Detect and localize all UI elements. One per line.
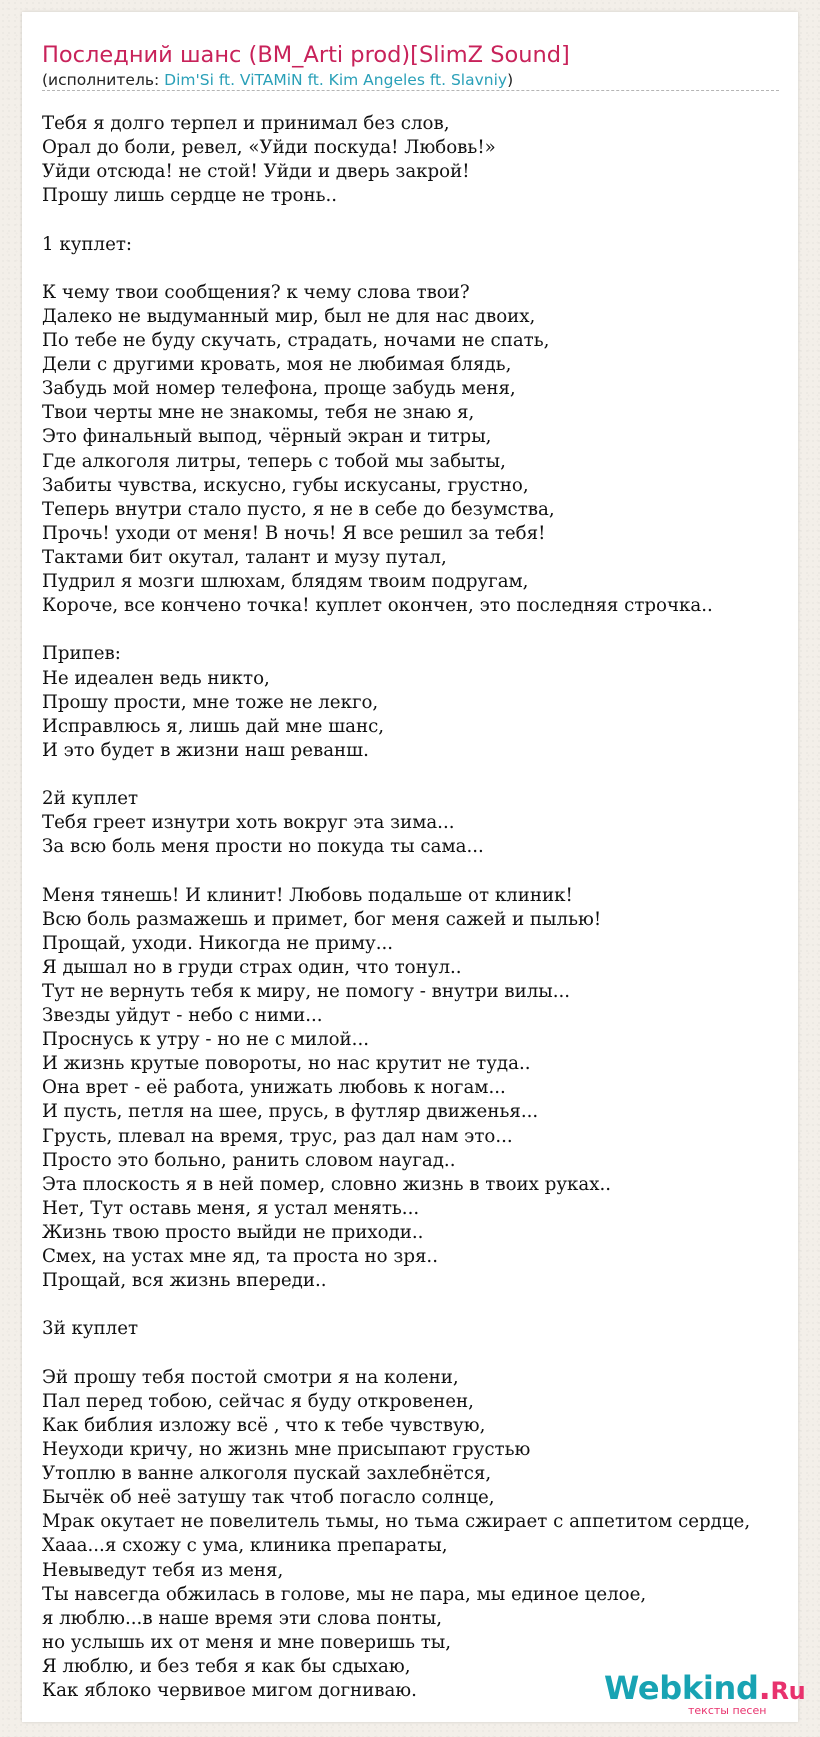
lyric-line: Я люблю, и без тебя я как бы сдыхаю, — [42, 1656, 411, 1677]
lyric-line: но услышь их от меня и мне поверишь ты, — [42, 1631, 452, 1653]
lyric-line — [42, 859, 750, 883]
lyric-line: Не идеален ведь никто, — [42, 667, 270, 689]
lyric-line: Невыведут тебя из меня, — [42, 1559, 284, 1581]
lyric-line: Я дышал но в груди страх один, что тонул.. — [42, 956, 462, 978]
lyric-line — [42, 1342, 750, 1366]
logo-tagline: тексты песен — [688, 1704, 767, 1717]
lyric-line: Звезды уйдут - небо с ними... — [42, 1005, 323, 1027]
lyric-line: Прочь! уходи от меня! В ночь! Я все решил за тебя! — [42, 522, 546, 544]
lyric-line: По тебе не буду скучать, страдать, ночами не спать, — [42, 329, 550, 351]
lyric-line: Жизнь твою просто выйди не приходи.. — [42, 1222, 424, 1244]
lyric-line: Прощай, уходи. Никогда не приму... — [42, 932, 394, 954]
lyric-line: Тут не вернуть тебя к миру, не помогу - внутри вилы... — [42, 980, 571, 1002]
lyric-line: Пал перед тобою, сейчас я буду откровенен, — [42, 1390, 474, 1412]
lyric-line: К чему твои сообщения? к чему слова твои? — [42, 281, 470, 303]
lyric-line: я люблю...в наше время эти слова понты, — [42, 1607, 443, 1629]
lyric-line: Она врет - её работа, унижать любовь к ногам... — [42, 1077, 506, 1099]
song-title: Последний шанс (BM_Arti prod)[SlimZ Sound] — [42, 42, 570, 68]
artist-line — [42, 70, 513, 90]
lyric-line: Твои черты мне не знакомы, тебя не знаю я, — [42, 402, 475, 424]
lyric-line: Дели с другими кровать, моя не любимая блядь, — [42, 354, 512, 376]
lyric-line — [42, 208, 750, 232]
artist-prefix: (исполнитель: — [42, 71, 165, 89]
logo-tld: Ru — [770, 1677, 806, 1705]
lyrics-text — [42, 112, 750, 1703]
lyric-line: 1 куплет: — [42, 233, 133, 255]
lyric-line: Эй прошу тебя постой смотри я на колени, — [42, 1366, 459, 1388]
lyric-line — [42, 618, 750, 642]
lyric-line: Мрак окутает не повелитель тьмы, но тьма сжирает с аппетитом сердце, — [42, 1511, 751, 1533]
lyric-line: Грусть, плевал на время, трус, раз дал нам это... — [42, 1125, 513, 1147]
lyric-line: И жизнь крутые повороты, но нас крутит не туда.. — [42, 1053, 531, 1075]
lyric-line: Тебя я долго терпел и принимал без слов, — [42, 113, 450, 134]
lyric-line: Как библия изложу всё , что к тебе чувствую, — [42, 1414, 486, 1436]
lyric-line: Далеко не выдуманный мир, был не для нас двоих, — [42, 305, 536, 327]
lyric-line: И пусть, петля на шее, прусь, в футляр движенья... — [42, 1101, 539, 1123]
lyric-line: Смех, на устах мне яд, та проста но зря.. — [42, 1246, 438, 1268]
lyric-line: 2й куплет — [42, 788, 139, 810]
artist-suffix: ) — [507, 71, 514, 89]
lyric-line: Теперь внутри стало пусто, я не в себе до безумства, — [42, 498, 555, 520]
lyrics-card — [22, 12, 806, 1722]
lyric-line: Всю боль размажешь и примет, бог меня сажей и пылью! — [42, 908, 602, 930]
artist-link[interactable]: Dim'Si ft. ViTAMiN ft. Kim Angeles ft. Slavniy — [164, 71, 508, 89]
lyric-line — [42, 257, 750, 281]
lyric-line: Тебя греет изнутри хоть вокруг эта зима... — [42, 812, 455, 834]
lyric-line: Исправлюсь я, лишь дай мне шанс, — [42, 715, 385, 737]
logo-name: Webkind — [604, 1669, 759, 1707]
logo-dot: . — [758, 1669, 771, 1707]
lyric-line: Тактами бит окутал, талант и музу путал, — [42, 546, 447, 568]
lyric-line: Нет, Тут оставь меня, я устал менять... — [42, 1197, 420, 1219]
lyric-line: Прощай, вся жизнь впереди.. — [42, 1270, 327, 1292]
dashed-divider — [42, 90, 779, 91]
lyric-line: Припев: — [42, 643, 121, 665]
lyric-line — [42, 1293, 750, 1317]
lyric-line: Хааа...я схожу с ума, клиника препараты, — [42, 1535, 448, 1557]
lyric-line: Просто это больно, ранить словом наугад.. — [42, 1149, 456, 1171]
lyric-line: Короче, все кончено точка! куплет окончен, это последняя строчка.. — [42, 595, 713, 617]
lyric-line: Орал до боли, ревел, «Уйди поскуда! Любовь!» — [42, 137, 496, 159]
lyric-line: Бычёк об неё затушу так чтоб погасло солнце, — [42, 1487, 495, 1509]
lyric-line: Ты навсегда обжилась в голове, мы не пара, мы единое целое, — [42, 1583, 647, 1605]
lyric-line: Где алкоголя литры, теперь с тобой мы забыты, — [42, 450, 506, 472]
lyric-line: Прошу прости, мне тоже не лекго, — [42, 691, 379, 713]
lyric-line — [42, 763, 750, 787]
lyric-line: Уйди отсюда! не стой! Уйди и дверь закрой! — [42, 161, 470, 183]
lyric-line: Пудрил я мозги шлюхам, блядям твоим подругам, — [42, 571, 529, 593]
lyric-line: Это финальный выпод, чёрный экран и титры, — [42, 426, 492, 448]
lyric-line: Проснусь к утру - но не с милой... — [42, 1029, 370, 1051]
lyric-line: Эта плоскость я в ней помер, словно жизнь в твоих руках.. — [42, 1173, 612, 1195]
lyric-line: Забудь мой номер телефона, проще забудь меня, — [42, 378, 516, 400]
lyric-line: Прошу лишь сердце не тронь.. — [42, 185, 338, 207]
lyric-line: Неуходи кричу, но жизнь мне присыпают грустью — [42, 1439, 531, 1461]
lyric-line: Утоплю в ванне алкоголя пускай захлебнётся, — [42, 1463, 492, 1485]
lyric-line: Забиты чувства, искусно, губы искусаны, грустно, — [42, 474, 529, 496]
lyric-line: Как яблоко червивое мигом догниваю. — [42, 1680, 417, 1702]
lyric-line: 3й куплет — [42, 1318, 139, 1340]
lyric-line: За всю боль меня прости но покуда ты сама... — [42, 836, 484, 858]
lyric-line: Меня тянешь! И клинит! Любовь подальше от клиник! — [42, 884, 573, 906]
webkind-logo[interactable] — [604, 1668, 806, 1718]
lyric-line: И это будет в жизни наш реванш. — [42, 739, 369, 761]
